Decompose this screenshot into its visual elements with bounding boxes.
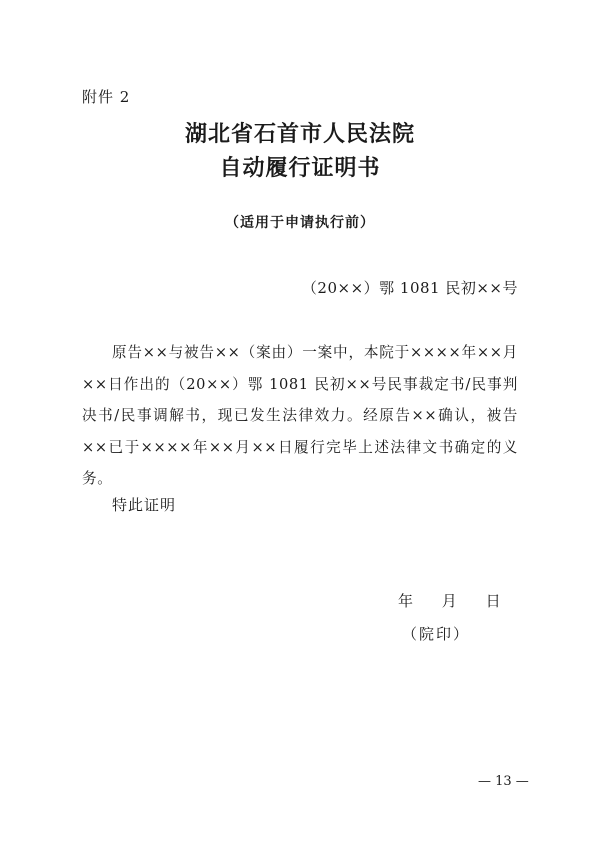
page-number: — 13 — bbox=[478, 774, 529, 789]
court-seal-label: （院印） bbox=[402, 625, 471, 643]
document-type-title: 自动履行证明书 bbox=[219, 155, 381, 181]
attachment-label: 附件 2 bbox=[82, 88, 131, 106]
closing-statement: 特此证明 bbox=[112, 496, 177, 514]
case-number: （20××）鄂 1081 民初××号 bbox=[301, 279, 518, 297]
certificate-body: 原告××与被告××（案由）一案中，本院于××××年××月××日作出的（20××）鄂 1081 民初××号民事裁定书/民事判决书/民事调解书，现已发生法律效力。经原告××确认，被告××已于××××年××月××日履行完毕上述法律文书确定的义务。 bbox=[82, 344, 518, 487]
date-year: 年 bbox=[398, 592, 414, 610]
date-line bbox=[398, 590, 501, 611]
date-day: 日 bbox=[485, 592, 501, 610]
date-month: 月 bbox=[441, 592, 457, 610]
scope-note: （适用于申请执行前） bbox=[225, 215, 375, 231]
court-name-title: 湖北省石首市人民法院 bbox=[184, 121, 415, 147]
